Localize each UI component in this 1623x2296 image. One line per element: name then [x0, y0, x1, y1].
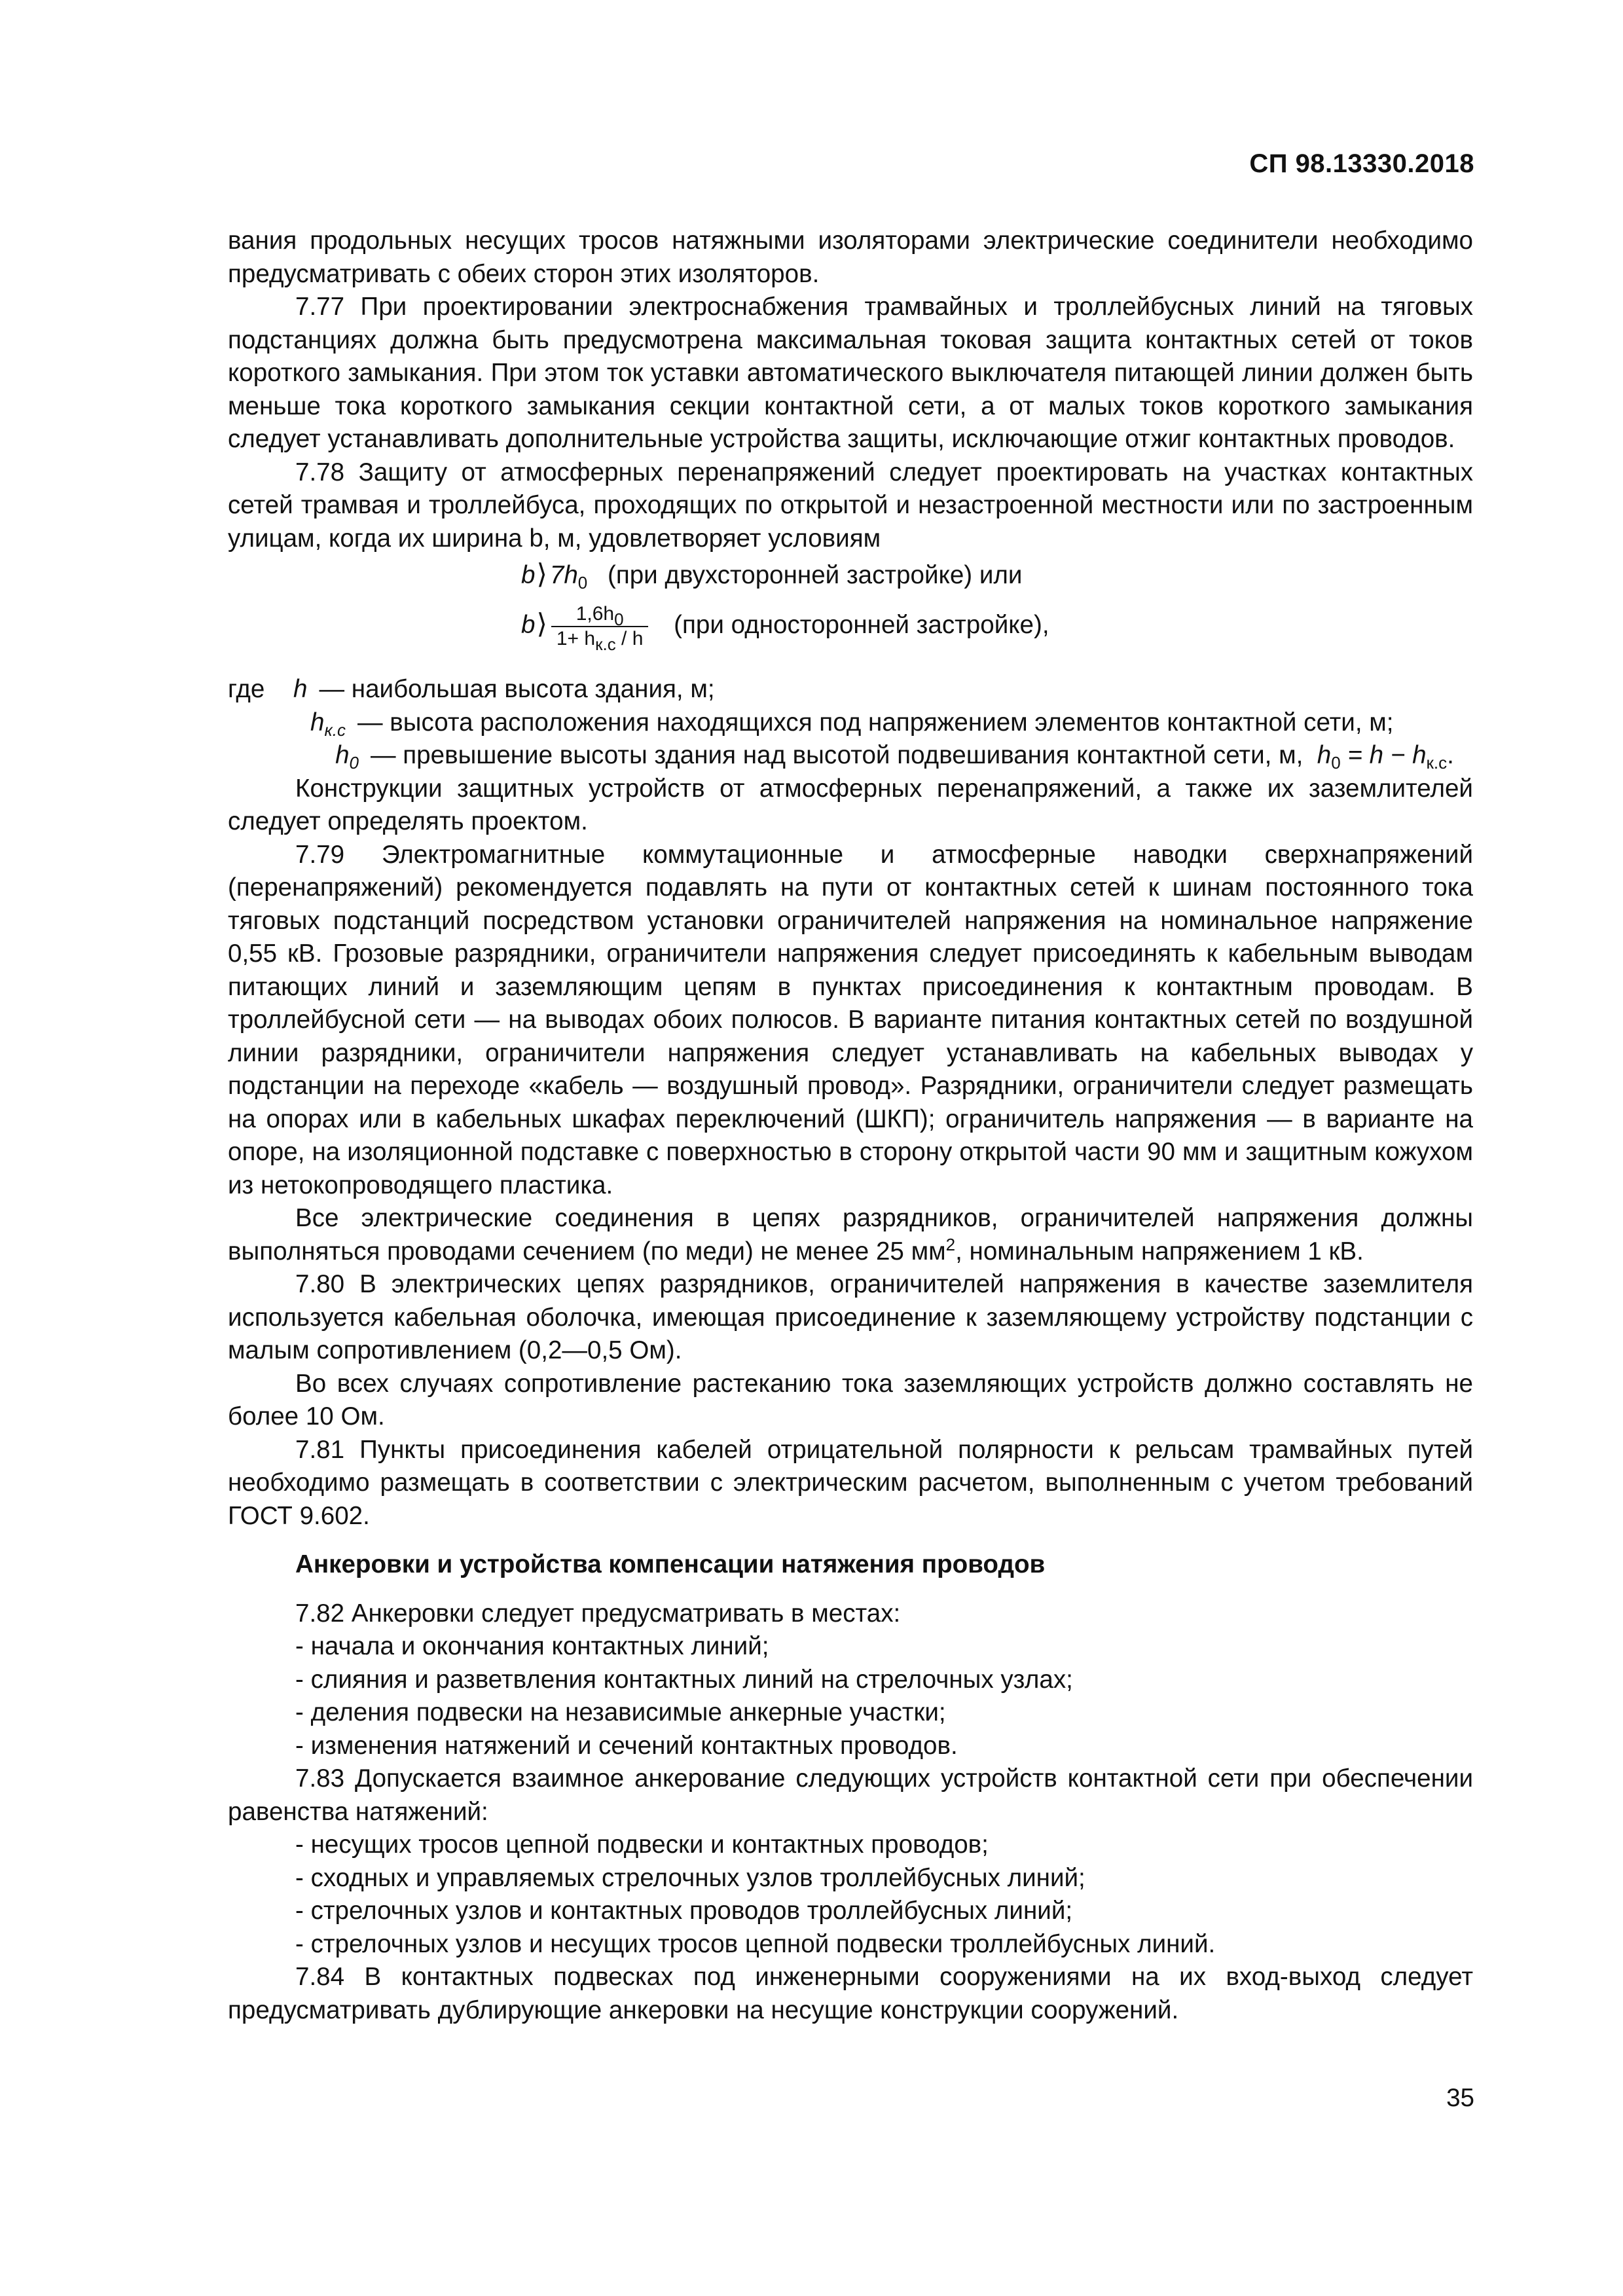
where-symbol: h	[293, 675, 308, 703]
numerator-text: 1,6h	[575, 603, 615, 625]
paragraph-connections: Все электрические соединения в цепях разрядников, ограничителей напряжения должны выполняться проводами сечением (по меди) не менее 25 $мм^2$, номинальным напряжением 1 кВ.	[228, 1204, 1473, 1266]
document-code: СП 98.13330.2018	[1249, 149, 1474, 178]
paragraph-7-78: 7.78 Защиту от атмосферных перенапряжений следует проектировать на участках контактных сетей трамвая и троллейбуса, проходящих по открытой и незастроенной местности или по застроенным улицам, когда их ширина b, м, удовлетворяет условиям	[228, 458, 1473, 553]
where-lead: где	[228, 675, 265, 703]
paragraph-7-81: 7.81 Пункты присоединения кабелей отрицательной полярности к рельсам трамвайных путей необходимо размещать в соответствии с электрическим расчетом, выполненным с учетом требований ГОСТ 9.602.	[228, 1435, 1473, 1530]
paragraph-7-83: 7.83 Допускается взаимное анкерование следующих устройств контактной сети при обеспечении равенства натяжений:	[228, 1764, 1473, 1826]
paragraph-protection-design: Конструкции защитных устройств от атмосферных перенапряжений, а также их заземлителей следует определять проектом.	[228, 774, 1473, 835]
formula-one-sided	[521, 602, 1473, 673]
paragraph-7-79: 7.79 Электромагнитные коммутационные и атмосферные наводки сверхнапряжений (перенапряжений) рекомендуется подавлять на пути от контактных сетей к шинам постоянного тока тяговых подстанций посредством установки ограничителей напряжения на номинальное напряжение 0,55 кВ. Грозовые разрядники, ограничители напряжения следует присоединять к кабельным выводам питающих линий и заземляющим цепям в пунктах присоединения к контактным проводам. В троллейбусной сети — на выводах обоих полюсов. В варианте питания контактных сетей по воздушной линии разрядники, ограничители напряжения следует устанавливать на кабельных выводах у подстанции на переходе «кабель — воздушный провод». Разрядники, ограничители следует размещать на опорах или в кабельных шкафах переключений (ШКП); ограничитель напряжения — в варианте на опоре, на изоляционной подставке с поверхностью в сторону открытой части 90 мм и защитным кожухом из нетокопроводящего пластика.	[228, 840, 1473, 1199]
paragraph-7-84: 7.84 В контактных подвесках под инженерными сооружениями на их вход-выход следует предусматривать дублирующие анкеровки на несущие конструкции сооружений.	[228, 1963, 1473, 2024]
paragraph-continuation: вания продольных несущих тросов натяжными изоляторами электрические соединители необходимо предусматривать с обеих сторон этих изоляторов.	[228, 227, 1473, 288]
page-number: 35	[1446, 2084, 1474, 2112]
list-item: - сходных и управляемых стрелочных узлов троллейбусных линий;	[228, 1862, 1473, 1895]
list-item: - изменения натяжений и сечений контактных проводов.	[228, 1730, 1473, 1763]
list-item: - деления подвески на независимые анкерные участки;	[228, 1696, 1473, 1730]
denominator-sub: к.с	[595, 634, 616, 654]
where-symbol: $h_{к.с}$	[310, 708, 346, 740]
list-item: - начала и окончания контактных линий;	[228, 1630, 1473, 1664]
paragraph-resistance: Во всех случаях сопротивление растеканию тока заземляющих устройств должно составлять не более 10 Ом.	[228, 1369, 1473, 1430]
fraction-denominator	[551, 627, 649, 654]
list-item: - стрелочных узлов и несущих тросов цепной подвески троллейбусных линий.	[228, 1928, 1473, 1961]
formula-fraction	[551, 602, 649, 654]
section-heading: Анкеровки и устройства компенсации натяжения проводов	[295, 1550, 1046, 1578]
fraction-numerator	[551, 602, 649, 627]
where-row-hkc	[228, 706, 1473, 740]
formula-rhs: 7h	[549, 561, 578, 589]
formula-angle: ⟩	[536, 608, 547, 640]
paragraph-7-82: 7.82 Анкеровки следует предусматривать в местах:	[295, 1599, 901, 1628]
denominator-pre: 1+ h	[556, 628, 596, 649]
list-item: - стрелочных узлов и контактных проводов троллейбусных линий;	[228, 1895, 1473, 1928]
formula-note: (при двухсторонней застройке) или	[607, 561, 1023, 589]
where-definition: — превышение высоты здания над высотой подвешивания контактной сети, м, $h_0 = h - h_{к.с}$.	[371, 741, 1454, 773]
where-definition: — высота расположения находящихся под напряжением элементов контактной сети, м;	[357, 708, 1394, 737]
where-definition: — наибольшая высота здания, м;	[319, 675, 715, 703]
formula-var-b: b	[521, 561, 536, 589]
where-row-h	[228, 673, 1473, 706]
formula-angle: ⟩	[536, 558, 547, 589]
formula-var-b: b	[521, 611, 536, 640]
formula-rhs-sub: 0	[577, 573, 588, 592]
paragraph-7-77: 7.77 При проектировании электроснабжения трамвайных и троллейбусных линий на тяговых подстанциях должна быть предусмотрена максимальная токовая защита контактных сетей от токов короткого замыкания. При этом ток уставки автоматического выключателя питающей линии должен быть меньше тока короткого замыкания секции контактной сети, а от малых токов короткого замыкания следует устанавливать дополнительные устройства защиты, исключающие отжиг контактных проводов.	[228, 293, 1473, 453]
paragraph-7-80: 7.80 В электрических цепях разрядников, ограничителей напряжения в качестве заземлителя используется кабельная оболочка, имеющая присоединение к заземляющему устройству подстанции с малым сопротивлением (0,2—0,5 Ом).	[228, 1270, 1473, 1364]
formula-note: (при односторонней застройке),	[674, 611, 1049, 640]
formula-two-sided	[521, 558, 1473, 602]
numerator-sub: 0	[614, 610, 624, 629]
list-item: - слияния и разветвления контактных линий на стрелочных узлах;	[228, 1664, 1473, 1697]
where-row-h0	[228, 739, 1473, 773]
denominator-post: / h	[615, 628, 644, 649]
list-item: - несущих тросов цепной подвески и контактных проводов;	[228, 1829, 1473, 1862]
page-body	[228, 225, 1473, 2027]
where-symbol: $h_0$	[335, 741, 359, 773]
